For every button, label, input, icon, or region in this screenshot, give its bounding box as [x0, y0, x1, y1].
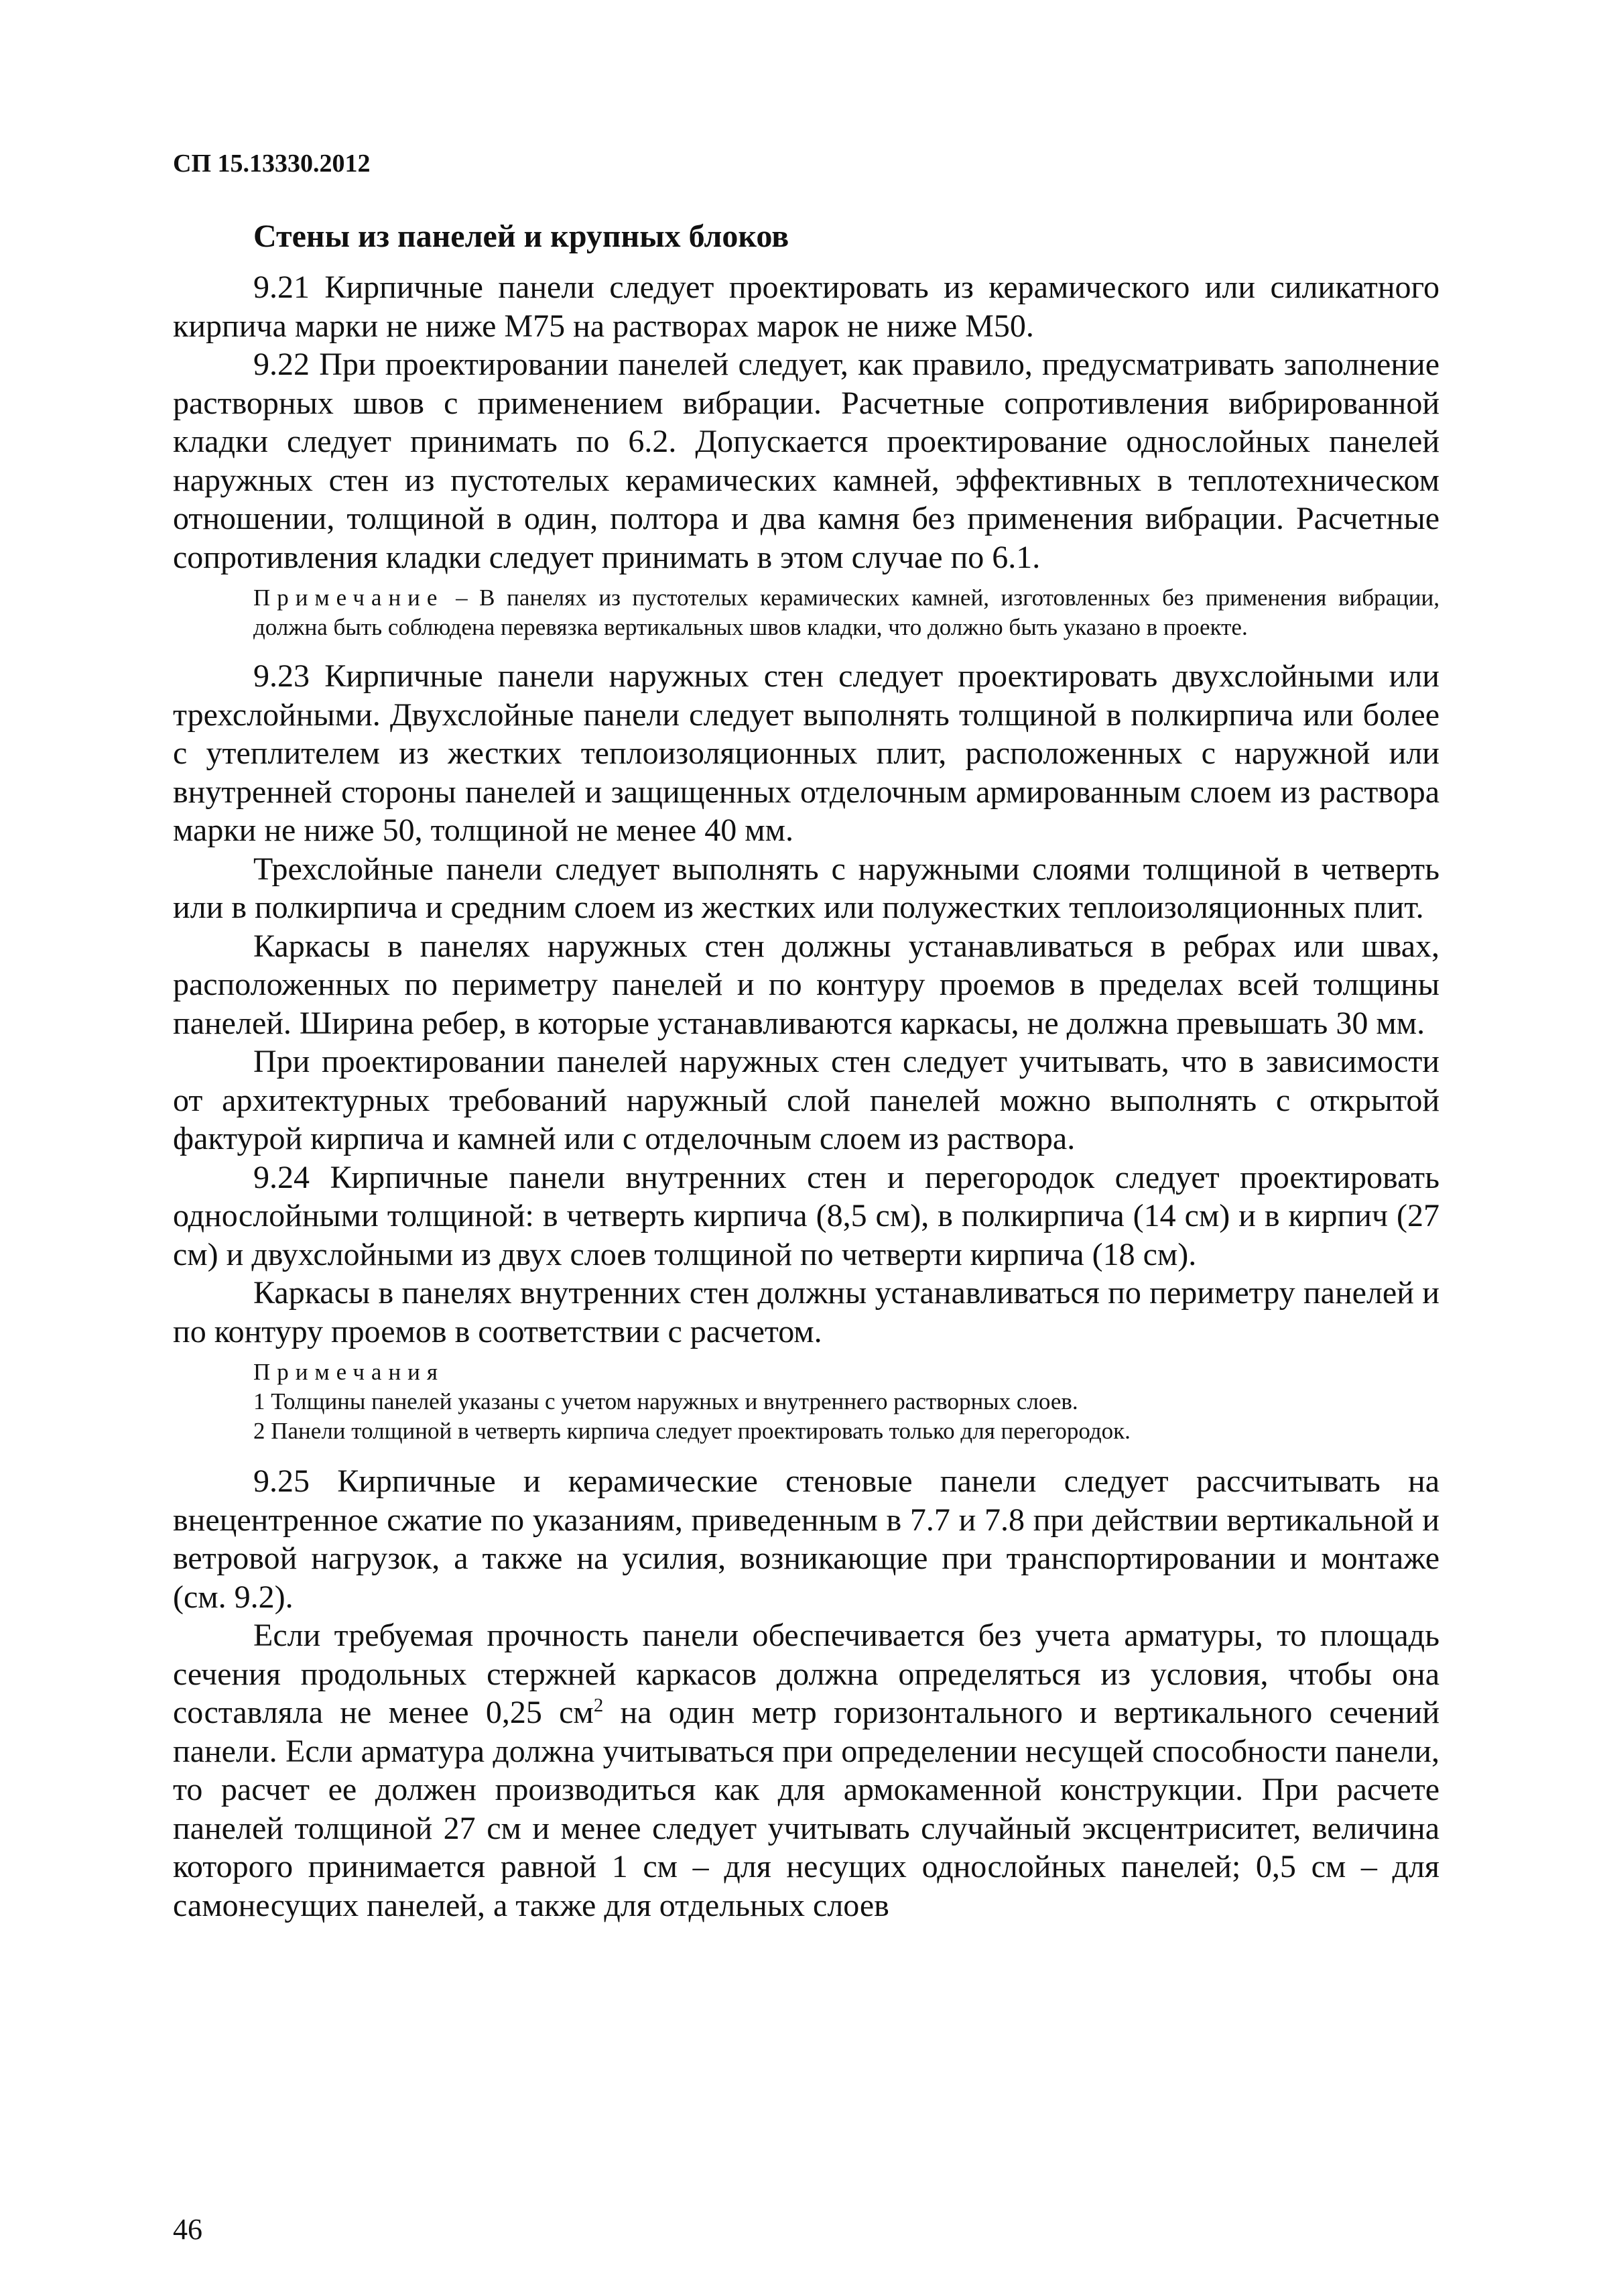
document-code-header: СП 15.13330.2012	[173, 149, 371, 178]
paragraph-9-24: 9.24 Кирпичные панели внутренних стен и перегородок следует проектировать однослойными толщиной: в четверть кирпича (8,5 см), в полкирпича (14 см) и в кирпич (27 см) и двухслойными из двух слоев толщиной по четверти кирпича (18 см).	[173, 1159, 1440, 1272]
note-item-2: 2 Панели толщиной в четверть кирпича следует проектировать только для перегородок.	[253, 1418, 1131, 1444]
notes-title: Примечания	[253, 1359, 445, 1385]
paragraph-9-25-text-b: на один метр горизонтального и вертикального сечений панели. Если арматура должна учитываться при определении несущей способности панели, то расчет ее должен производиться как для армокаменной конструкции. При расчете панелей толщиной 27 см и менее следует учитывать случайный эксцентриситет, величина которого принимается равной 1 см – для несущих однослойных панелей; 0,5 см – для самонесущих панелей, а также для отдельных слоев	[173, 1695, 1440, 1923]
note-item-1: 1 Толщины панелей указаны с учетом наружных и внутреннего растворных слоев.	[253, 1388, 1078, 1414]
paragraph-9-24-frames: Каркасы в панелях внутренних стен должны устанавливаться по периметру панелей и по контуру проемов в соответствии с расчетом.	[173, 1275, 1440, 1349]
page-content	[173, 213, 1440, 1925]
superscript-2: 2	[593, 1695, 604, 1716]
paragraph-9-23-three-layer: Трехслойные панели следует выполнять с наружными слоями толщиной в четверть или в полкирпича и средним слоем из жестких или полужестких теплоизоляционных плит.	[173, 851, 1440, 925]
paragraph-9-23-frames: Каркасы в панелях наружных стен должны устанавливаться в ребрах или швах, расположенных по периметру панелей и по контуру проемов в пределах всей толщины панелей. Ширина ребер, в которые устанавливаются каркасы, не должна превышать 30 мм.	[173, 928, 1440, 1041]
notes-9-24	[173, 1357, 1440, 1446]
note-label: Примечание	[253, 585, 444, 611]
paragraph-9-23-outer-layer: При проектировании панелей наружных стен следует учитывать, что в зависимости от архитектурных требований наружный слой панелей можно выполнять с открытой фактурой кирпича и камней или с отделочным слоем из раствора.	[173, 1044, 1440, 1156]
section-heading: Стены из панелей и крупных блоков	[253, 219, 789, 254]
paragraph-9-25: 9.25 Кирпичные и керамические стеновые панели следует рассчитывать на внецентренное сжатие по указаниям, приведенным в 7.7 и 7.8 при действии вертикальной и ветровой нагрузок, а также на усилия, возникающие при транспортировании и монтаже (см. 9.2).	[173, 1463, 1440, 1615]
paragraph-9-25-text-a: Если требуемая прочность панели обеспечивается без учета арматуры, то площадь сечения продольных стержней каркасов должна определяться из условия, чтобы она составляла не менее 0,25 см	[173, 1618, 1440, 1730]
paragraph-9-22: 9.22 При проектировании панелей следует, как правило, предусматривать заполнение растворных швов с применением вибрации. Расчетные сопротивления вибрированной кладки следует принимать по 6.2. Допускается проектирование однослойных панелей наружных стен из пустотелых керамических камней, эффективных в теплотехническом отношении, толщиной в один, полтора и два камня без применения вибрации. Расчетные сопротивления кладки следует принимать в этом случае по 6.1.	[173, 347, 1440, 575]
note-text: – В панелях из пустотелых керамических камней, изготовленных без применения вибрации, должна быть соблюдена перевязка вертикальных швов кладки, что должно быть указано в проекте.	[253, 585, 1440, 640]
note-9-22	[173, 583, 1440, 642]
paragraph-9-23: 9.23 Кирпичные панели наружных стен следует проектировать двухслойными или трехслойными. Двухслойные панели следует выполнять толщиной в полкирпича или более с утеплителем из жестких теплоизоляционных плит, расположенных с наружной или внутренней стороны панелей и защищенных отделочным армированным слоем из раствора марки не ниже 50, толщиной не менее 40 мм.	[173, 658, 1440, 848]
paragraph-9-25-reinforcement	[173, 1616, 1440, 1925]
page-number: 46	[173, 2213, 202, 2246]
paragraph-9-21: 9.21 Кирпичные панели следует проектировать из керамического или силикатного кирпича марки не ниже М75 на растворах марок не ниже М50.	[173, 269, 1440, 344]
